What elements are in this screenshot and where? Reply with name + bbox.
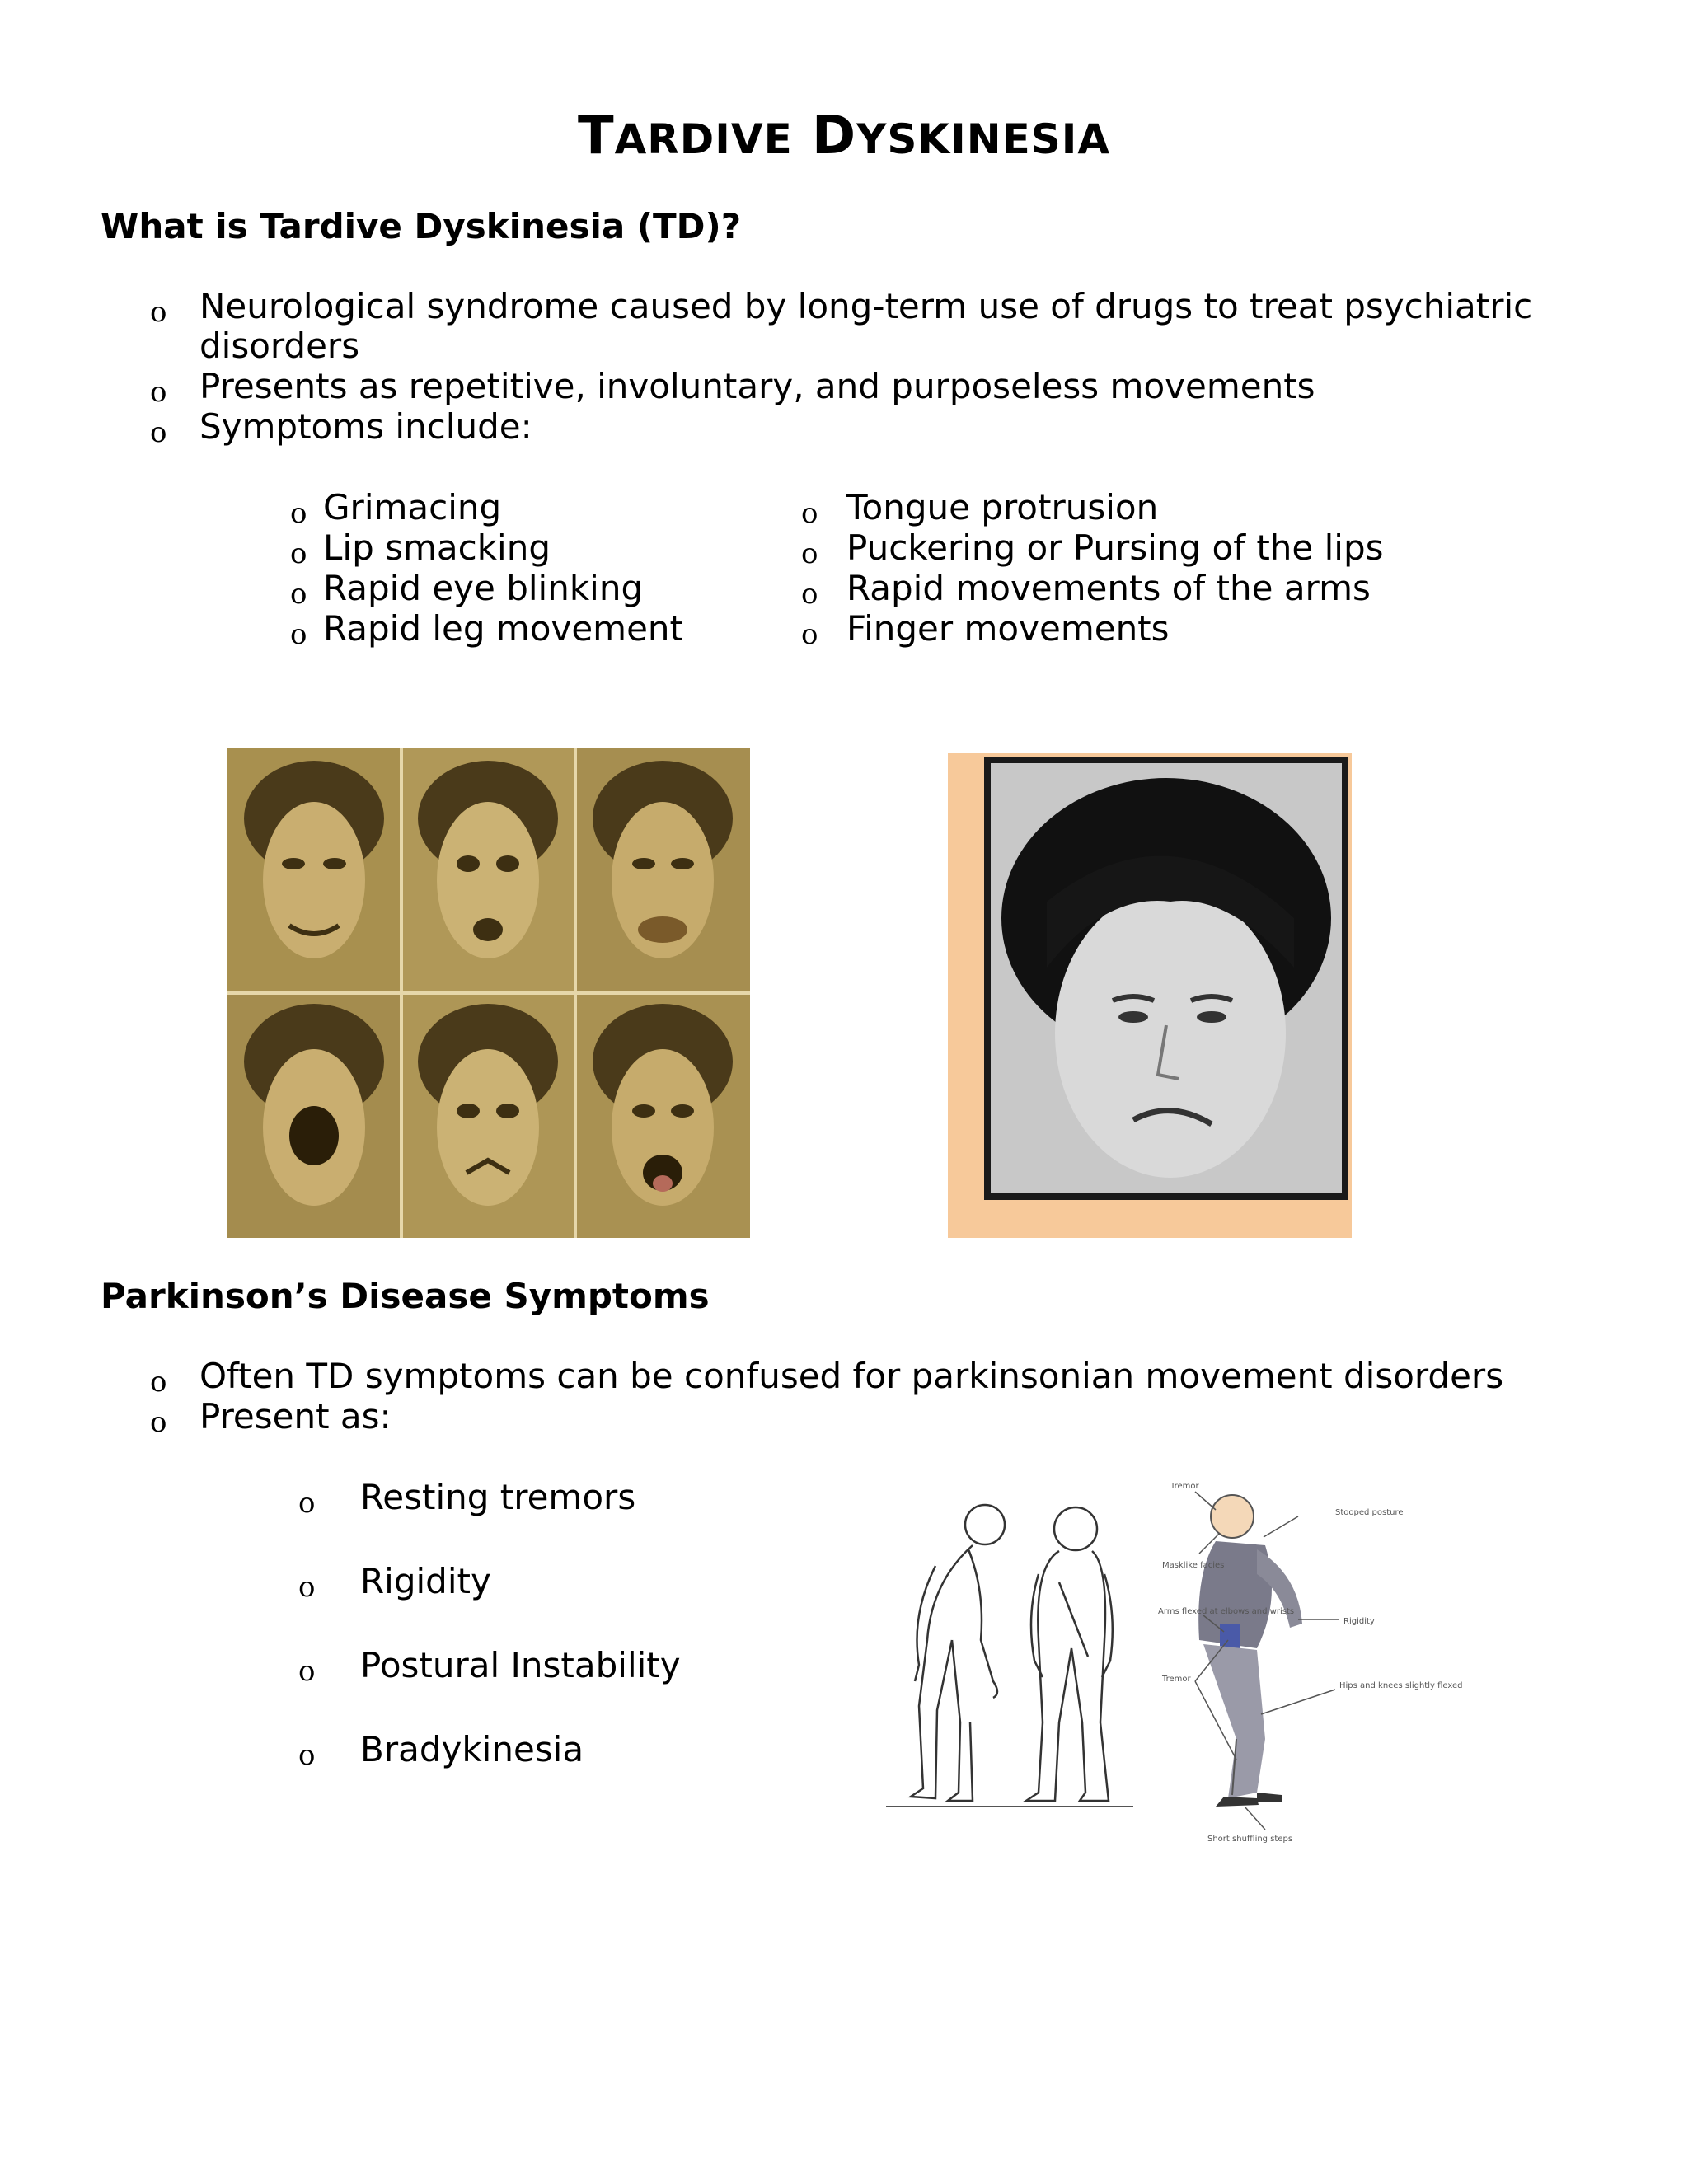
bullet-marker: o xyxy=(298,1655,316,1688)
bullet-marker: o xyxy=(801,497,818,530)
bullet-marker: o xyxy=(290,497,307,530)
list-item-text: Present as: xyxy=(199,1396,392,1436)
symptom-item: Puckering or Pursing of the lips xyxy=(846,527,1384,568)
bullet-marker: o xyxy=(150,1366,167,1399)
list-item-text: Neurological syndrome caused by long-term use of drugs to treat psychiatric xyxy=(199,286,1533,326)
symptom-item: Rapid eye blinking xyxy=(323,568,644,608)
title-rest-1: ARDIVE xyxy=(614,115,793,163)
td-faces-photo-grid xyxy=(227,748,750,1238)
symptom-item: Finger movements xyxy=(846,608,1170,649)
label-masklike: Masklike facies xyxy=(1162,1561,1225,1570)
bullet-marker: o xyxy=(290,578,307,611)
list-item-text: disorders xyxy=(199,326,360,366)
bullet-marker: o xyxy=(298,1571,316,1604)
label-arms: Arms flexed at elbows and wrists xyxy=(1158,1607,1295,1616)
bullet-marker: o xyxy=(801,537,818,570)
section-heading-td: What is Tardive Dyskinesia (TD)? xyxy=(101,206,742,246)
title-rest-2: YSKINESIA xyxy=(856,115,1111,163)
label-shuffling: Short shuffling steps xyxy=(1207,1835,1293,1844)
face-tile xyxy=(227,748,401,993)
symptom-item: Postural Instability xyxy=(360,1645,681,1685)
symptom-item: Rigidity xyxy=(360,1561,491,1601)
page-title xyxy=(0,105,1688,166)
bullet-marker: o xyxy=(150,416,167,449)
label-tremor-mid: Tremor xyxy=(1162,1675,1191,1684)
symptom-item: Bradykinesia xyxy=(360,1729,584,1769)
title-initial-1: T xyxy=(577,105,615,166)
label-hips: Hips and knees slightly flexed xyxy=(1339,1681,1463,1690)
bullet-marker: o xyxy=(150,1406,167,1439)
section-heading-parkinsons: Parkinson’s Disease Symptoms xyxy=(101,1276,710,1316)
bullet-marker: o xyxy=(801,578,818,611)
symptom-item: Grimacing xyxy=(323,487,502,527)
bullet-marker: o xyxy=(150,376,167,409)
symptom-item: Lip smacking xyxy=(323,527,551,568)
bullet-marker: o xyxy=(290,537,307,570)
parkinsons-posture-illustration xyxy=(870,1475,1463,1846)
label-tremor-top: Tremor xyxy=(1170,1482,1199,1491)
td-grimace-photo xyxy=(948,753,1352,1238)
label-stooped: Stooped posture xyxy=(1335,1508,1404,1517)
symptom-item: Tongue protrusion xyxy=(846,487,1159,527)
bullet-marker: o xyxy=(290,618,307,651)
symptom-item: Rapid movements of the arms xyxy=(846,568,1371,608)
bullet-marker: o xyxy=(298,1739,316,1772)
symptom-item: Resting tremors xyxy=(360,1477,636,1517)
symptom-item: Rapid leg movement xyxy=(323,608,684,649)
bullet-marker: o xyxy=(150,296,167,329)
list-item-text: Often TD symptoms can be confused for parkinsonian movement disorders xyxy=(199,1356,1504,1396)
bullet-marker: o xyxy=(298,1487,316,1520)
title-initial-2: D xyxy=(812,105,857,166)
bullet-marker: o xyxy=(801,618,818,651)
label-rigidity: Rigidity xyxy=(1343,1617,1375,1626)
list-item-text: Symptoms include: xyxy=(199,406,532,447)
list-item-text: Presents as repetitive, involuntary, and purposeless movements xyxy=(199,366,1315,406)
